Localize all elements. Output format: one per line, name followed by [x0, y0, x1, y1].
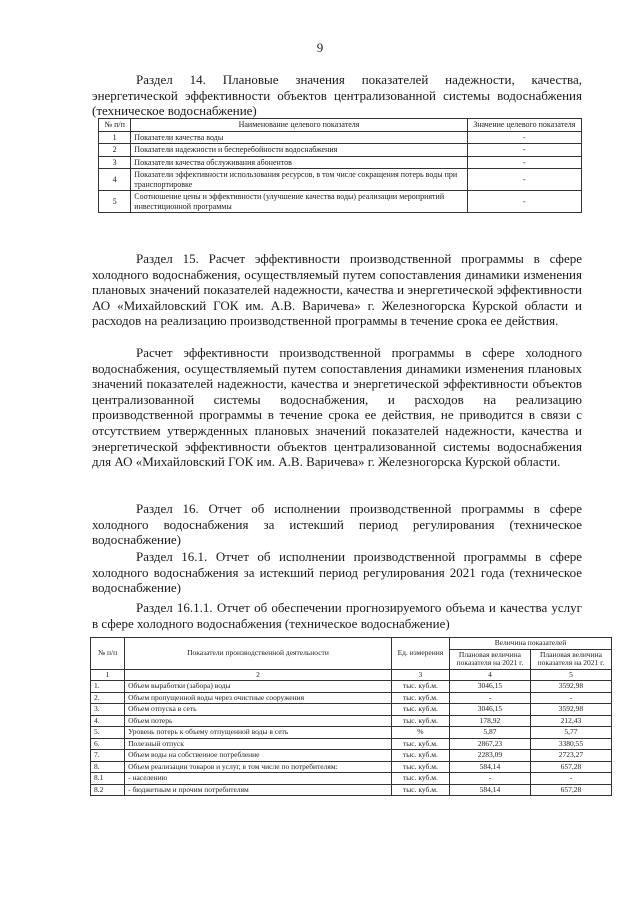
section-16-1-1-paragraph: Раздел 16.1.1. Отчет об обеспечении прогнозируемого объема и качества услуг в сфере холодного водоснабжения (техническое водоснабжение) [92, 600, 582, 631]
t2-cell-plan: 2283,09 [449, 750, 530, 762]
t2-cell-unit: тыс. куб.м. [391, 750, 449, 762]
t1-cell-num: 5 [99, 191, 131, 213]
t1-cell-name: Показатели качества обслуживания абонентов [131, 156, 467, 169]
t2-colnum-3: 3 [391, 669, 449, 681]
t2-cell-name: Объем пропущенной воды через очистные сооружения [125, 692, 392, 704]
table-row [91, 750, 612, 762]
t1-cell-value: - [467, 131, 581, 144]
t2-header-group: Величина показателей [449, 638, 611, 650]
t2-cell-num: 8.2 [91, 784, 125, 796]
table-row [91, 784, 612, 796]
table-row [99, 144, 582, 157]
t2-cell-plan: 178,92 [449, 715, 530, 727]
t2-cell-plan: 3046,15 [449, 704, 530, 716]
t2-cell-fact: 212,43 [530, 715, 611, 727]
t2-cell-unit: % [391, 727, 449, 739]
table-row [91, 773, 612, 785]
t2-cell-name: - населению [125, 773, 392, 785]
t2-cell-fact: 5,77 [530, 727, 611, 739]
table-row [91, 681, 612, 693]
t1-cell-value: - [467, 144, 581, 157]
t2-cell-plan: 584,14 [449, 784, 530, 796]
t2-colnum-4: 4 [449, 669, 530, 681]
section-15-paragraph-1: Раздел 15. Расчет эффективности производственной программы в сфере холодного водоснабжения, осуществляемый путем сопоставления динамики изменения плановых значений показателей надежности, качества и энергетической эффективности АО «Михайловский ГОК им. А.В. Варичева» г. Железногорска Курской области и расходов на реализацию производственной программы в течение срока ее действия. [92, 251, 582, 329]
t2-cell-num: 5. [91, 727, 125, 739]
table-row [91, 738, 612, 750]
t2-cell-fact: 3592,98 [530, 704, 611, 716]
t1-cell-num: 2 [99, 144, 131, 157]
t2-cell-fact: - [530, 692, 611, 704]
t2-cell-num: 8. [91, 761, 125, 773]
t2-cell-plan: - [449, 692, 530, 704]
t2-cell-num: 2. [91, 692, 125, 704]
t2-colnum-1: 1 [91, 669, 125, 681]
table-row [99, 191, 582, 213]
t1-header-value: Значение целевого показателя [467, 119, 581, 132]
t2-cell-unit: тыс. куб.м. [391, 761, 449, 773]
t2-cell-plan: - [449, 773, 530, 785]
t1-cell-num: 4 [99, 169, 131, 191]
t2-cell-name: Уровень потерь к объему отпущенной воды в сеть [125, 727, 392, 739]
t2-cell-name: Объем выработки (забора) воды [125, 681, 392, 693]
t2-header-fact: Плановая величина показателя на 2021 г. [530, 649, 611, 669]
t2-cell-num: 1. [91, 681, 125, 693]
t2-cell-name: - бюджетным и прочим потребителям [125, 784, 392, 796]
table-row [99, 156, 582, 169]
t2-cell-num: 6. [91, 738, 125, 750]
table-row [91, 692, 612, 704]
t2-header-name: Показатели производственной деятельности [125, 638, 392, 670]
page-number: 9 [316, 40, 324, 55]
t2-cell-fact: 657,28 [530, 761, 611, 773]
t2-cell-num: 4. [91, 715, 125, 727]
section-16-paragraph-1: Раздел 16. Отчет об исполнении производственной программы в сфере холодного водоснабжения за истекший период регулирования (техническое водоснабжение) [92, 501, 582, 548]
t2-colnum-2: 2 [125, 669, 392, 681]
section-14-heading: Раздел 14. Плановые значения показателей надежности, качества, энергетической эффективности объектов централизованной системы водоснабжения (техническое водоснабжение) [92, 72, 582, 119]
t2-cell-num: 3. [91, 704, 125, 716]
t1-cell-value: - [467, 169, 581, 191]
table-row [91, 727, 612, 739]
section-15-paragraph-2: Расчет эффективности производственной программы в сфере холодного водоснабжения, осуществляемый путем сопоставления динамики изменения плановых значений показателей надежности, качества и энергетической эффективности объектов централизованной системы водоснабжения, и расходов на реализацию производственной программы в течение срока ее действия, не приводится в связи с отсутствием утвержденных плановых значений показателей надежности, качества и энергетической эффективности объектов централизованной системы водоснабжения для АО «Михайловский ГОК им. А.В. Варичева» г. Железногорска Курской области. [92, 345, 582, 470]
section-16-table [90, 637, 612, 796]
table-row [99, 131, 582, 144]
t2-cell-num: 7. [91, 750, 125, 762]
t2-cell-unit: тыс. куб.м. [391, 738, 449, 750]
section-14-table [98, 118, 582, 213]
t1-header-num: № п/п [99, 119, 131, 132]
t2-cell-name: Полезный отпуск [125, 738, 392, 750]
t2-cell-plan: 5,87 [449, 727, 530, 739]
t2-colnum-5: 5 [530, 669, 611, 681]
t2-cell-fact: 657,28 [530, 784, 611, 796]
t2-cell-name: Объем реализации товаров и услуг, в том числе по потребителям: [125, 761, 392, 773]
t2-header-unit: Ед. измерения [391, 638, 449, 670]
t2-cell-unit: тыс. куб.м. [391, 704, 449, 716]
t2-cell-name: Объем воды на собственное потребление [125, 750, 392, 762]
t2-cell-name: Объем потерь [125, 715, 392, 727]
t2-cell-unit: тыс. куб.м. [391, 692, 449, 704]
t2-cell-fact: 3380,55 [530, 738, 611, 750]
t1-cell-num: 1 [99, 131, 131, 144]
table-row [91, 704, 612, 716]
t2-cell-unit: тыс. куб.м. [391, 715, 449, 727]
t2-cell-plan: 2867,23 [449, 738, 530, 750]
t1-cell-name: Соотношение цены и эффективности (улучшение качества воды) реализации мероприятий инвестиционной программы [131, 191, 467, 213]
table-row [91, 715, 612, 727]
t2-cell-fact: 2723,27 [530, 750, 611, 762]
t2-header-plan: Плановая величина показателя на 2021 г. [449, 649, 530, 669]
t1-cell-name: Показатели эффективности использования ресурсов, в том числе сокращения потерь воды при транспортировке [131, 169, 467, 191]
table-row [99, 169, 582, 191]
t1-cell-num: 3 [99, 156, 131, 169]
section-16-1-paragraph: Раздел 16.1. Отчет об исполнении производственной программы в сфере холодного водоснабжения за истекший период регулирования 2021 года (техническое водоснабжение) [92, 549, 582, 596]
t2-cell-name: Объем отпуска в сеть [125, 704, 392, 716]
t2-cell-fact: 3592,98 [530, 681, 611, 693]
t1-cell-value: - [467, 156, 581, 169]
t2-cell-plan: 584,14 [449, 761, 530, 773]
t2-cell-plan: 3046,15 [449, 681, 530, 693]
t2-header-num: № п/п [91, 638, 125, 670]
t1-cell-name: Показатели надежности и бесперебойности водоснабжения [131, 144, 467, 157]
t2-cell-num: 8.1 [91, 773, 125, 785]
t1-cell-name: Показатели качества воды [131, 131, 467, 144]
t1-header-name: Наименование целевого показателя [131, 119, 467, 132]
t2-cell-unit: тыс. куб.м. [391, 681, 449, 693]
t2-cell-unit: тыс. куб.м. [391, 784, 449, 796]
t2-cell-unit: тыс. куб.м. [391, 773, 449, 785]
t1-cell-value: - [467, 191, 581, 213]
table-row [91, 761, 612, 773]
t2-cell-fact: - [530, 773, 611, 785]
